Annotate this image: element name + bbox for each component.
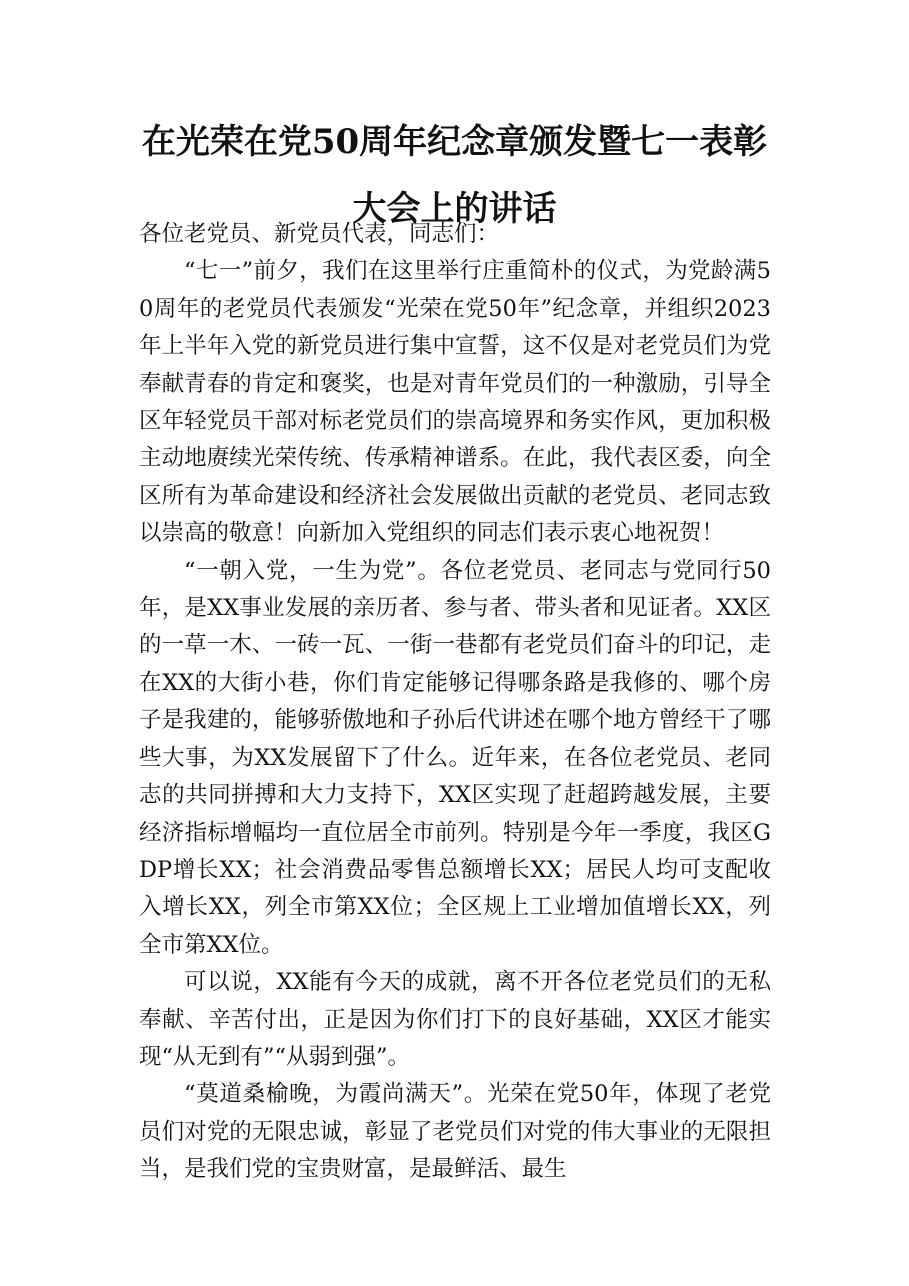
document-title-line-1: 在光荣在党50周年纪念章颁发暨七一表彰 xyxy=(141,122,768,162)
body-paragraph: “七一”前夕，我们在这里举行庄重简朴的仪式，为党龄满50周年的老党员代表颁发“光荣在党50年”纪念章，并组织2023年上半年入党的新党员进行集中宣誓，这不仅是对老党员们为党奉献青春的肯定和褒奖，也是对青年党员们的一种激励，引导全区年轻党员干部对标老党员们的崇高境界和务实作风，更加积极主动地赓续光荣传统、传承精神谱系。在此，我代表区委，向全区所有为革命建设和经济社会发展做出贡献的老党员、老同志致以崇高的敬意！向新加入党组织的同志们表示衷心地祝贺！ xyxy=(139,258,771,547)
body-paragraph: “一朝入党，一生为党”。各位老党员、老同志与党同行50年，是XX事业发展的亲历者、参与者、带头者和见证者。XX区的一草一木、一砖一瓦、一街一巷都有老党员们奋斗的印记，走在XX的大街小巷，你们肯定能够记得哪条路是我修的、哪个房子是我建的，能够骄傲地和子孙后代讲述在哪个地方曾经干了哪些大事，为XX发展留下了什么。近年来，在各位老党员、老同志的共同拼搏和大力支持下，XX区实现了赶超跨越发展，主要经济指标增幅均一直位居全市前列。特别是今年一季度，我区GDP增长XX；社会消费品零售总额增长XX；居民人均可支配收入增长XX，列全市第XX位；全区规上工业增加值增长XX，列全市第XX位。 xyxy=(139,557,771,958)
body-paragraph: 可以说，XX能有今天的成就，离不开各位老党员们的无私奉献、辛苦付出，正是因为你们打下的良好基础，XX区才能实现“从无到有”“从弱到强”。 xyxy=(139,969,771,1070)
document-title-line-2: 大会上的讲话 xyxy=(352,189,557,229)
document-body xyxy=(139,216,771,1189)
salutation-paragraph: 各位老党员、新党员代表，同志们： xyxy=(139,221,500,247)
body-paragraph: “莫道桑榆晚，为霞尚满天”。光荣在党50年，体现了老党员们对党的无限忠诚，彰显了老党员们对党的伟大事业的无限担当，是我们党的宝贵财富，是最鲜活、最生 xyxy=(139,1081,771,1183)
